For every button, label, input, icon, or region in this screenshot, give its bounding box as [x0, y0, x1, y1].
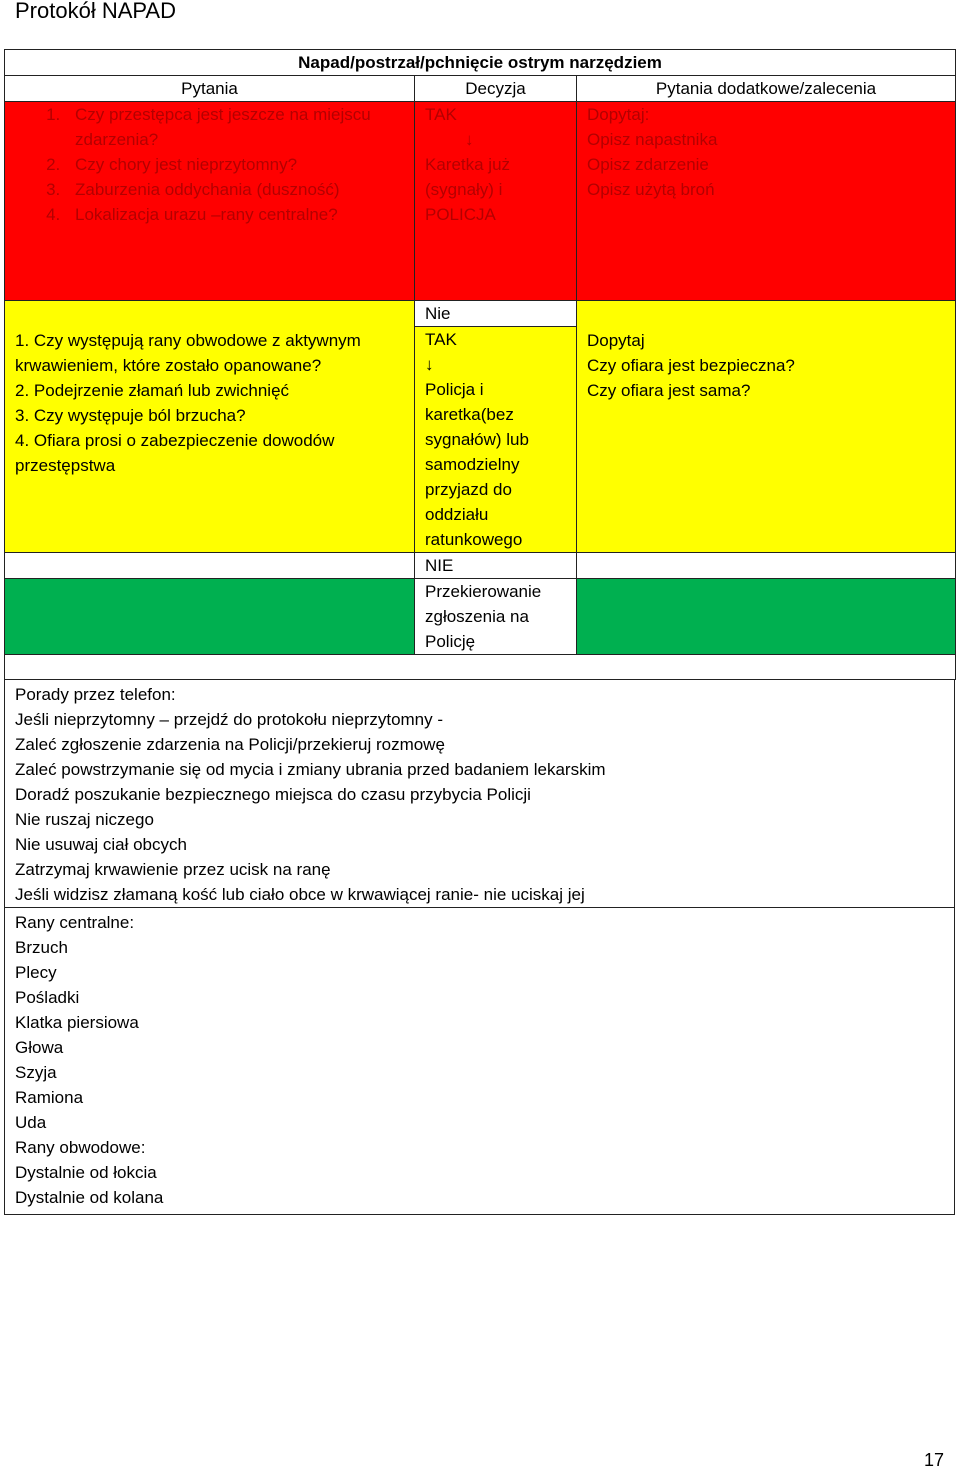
- advice-line: Zaleć zgłoszenie zdarzenia na Policji/przekieruj rozmowę: [15, 735, 445, 754]
- red-decision-cell: [415, 102, 577, 301]
- spacer-row: [5, 655, 956, 680]
- red-question: 2. Czy chory jest nieprzytomny?: [65, 152, 404, 177]
- yellow-decision-cell: [415, 327, 577, 553]
- advice-box: [4, 680, 955, 1215]
- nie-extra-empty-cell: [577, 553, 956, 579]
- wound-line: Szyja: [15, 1063, 57, 1082]
- yellow-decision-line: samodzielny: [425, 455, 520, 474]
- red-questions-cell: [5, 102, 415, 301]
- header-decision: Decyzja: [415, 76, 577, 102]
- advice-line: Jeśli widzisz złamaną kość lub ciało obce w krwawiącej ranie- nie uciskaj jej: [15, 885, 585, 904]
- wound-line: Rany centralne:: [15, 913, 135, 932]
- red-question: 3. Zaburzenia oddychania (duszność): [65, 177, 404, 202]
- yellow-question: 1. Czy występują rany obwodowe z aktywnym krwawieniem, które zostało opanowane?: [15, 331, 361, 375]
- wound-line: Pośladki: [15, 988, 80, 1007]
- advice-line: Jeśli nieprzytomny – przejdź do protokołu nieprzytomny -: [15, 710, 444, 729]
- yellow-extra-line: Dopytaj: [587, 331, 645, 350]
- wound-line: Uda: [15, 1113, 47, 1132]
- advice-line: Zaleć powstrzymanie się od mycia i zmiany ubrania przed badaniem lekarskim: [15, 760, 606, 779]
- yellow-question: 2. Podejrzenie złamań lub zwichnięć: [15, 381, 290, 400]
- yellow-questions-cell: [5, 301, 415, 553]
- wound-line: Brzuch: [15, 938, 68, 957]
- yellow-extra-cell: [577, 301, 956, 553]
- wound-line: Dystalnie od kolana: [15, 1188, 164, 1207]
- red-extra-cell: [577, 102, 956, 301]
- green-decision-line: Przekierowanie: [425, 582, 542, 601]
- wound-line: Rany obwodowe:: [15, 1138, 146, 1157]
- red-decision-line: Karetka już: [425, 155, 511, 174]
- advice-line: Doradź poszukanie bezpiecznego miejsca do czasu przybycia Policji: [15, 785, 531, 804]
- yellow-extra-line: Czy ofiara jest sama?: [587, 381, 751, 400]
- green-decision-cell: [415, 579, 577, 655]
- header-questions: Pytania: [5, 76, 415, 102]
- yellow-decision-line: przyjazd do: [425, 480, 512, 499]
- advice-line: Zatrzymaj krwawienie przez ucisk na ranę: [15, 860, 331, 879]
- page-title: Protokół NAPAD: [15, 0, 176, 23]
- header-extra: Pytania dodatkowe/zalecenia: [577, 76, 956, 102]
- advice-line: Nie ruszaj niczego: [15, 810, 154, 829]
- protocol-table: [4, 49, 955, 1215]
- wound-line: Klatka piersiowa: [15, 1013, 139, 1032]
- green-decision-line: Policję: [425, 632, 476, 651]
- red-decision-line: POLICJA: [425, 205, 496, 224]
- yellow-decision-line: Policja i: [425, 380, 484, 399]
- yellow-decision-line: sygnałów) lub: [425, 430, 529, 449]
- wound-locations-block: [5, 907, 954, 1214]
- down-arrow-icon: ↓: [425, 355, 434, 374]
- red-question: 1. Czy przestępca jest jeszcze na miejscu zdarzenia?: [65, 102, 404, 152]
- down-arrow-icon: ↓: [465, 130, 474, 149]
- nie-questions-empty-cell: [5, 553, 415, 579]
- wound-line: Głowa: [15, 1038, 64, 1057]
- yellow-decision-line: TAK: [425, 330, 457, 349]
- red-decision-line: TAK: [425, 105, 457, 124]
- table-title: Napad/postrzał/pchnięcie ostrym narzędziem: [5, 50, 956, 76]
- wound-line: Ramiona: [15, 1088, 84, 1107]
- wound-line: Dystalnie od łokcia: [15, 1163, 157, 1182]
- red-decision-line: (sygnały) i: [425, 180, 503, 199]
- red-extra-line: Opisz zdarzenie: [587, 155, 709, 174]
- wound-line: Plecy: [15, 963, 57, 982]
- green-extra-cell: [577, 579, 956, 655]
- page-number: 17: [923, 1450, 944, 1470]
- nie-label: Nie: [415, 301, 577, 327]
- yellow-question: 4. Ofiara prosi o zabezpieczenie dowodów przestępstwa: [15, 431, 335, 475]
- yellow-question: 3. Czy występuje ból brzucha?: [15, 406, 246, 425]
- yellow-decision-line: ratunkowego: [425, 530, 523, 549]
- red-extra-line: Opisz napastnika: [587, 130, 718, 149]
- red-extra-line: Opisz użytą broń: [587, 180, 715, 199]
- yellow-decision-line: karetka(bez: [425, 405, 514, 424]
- advice-line: Porady przez telefon:: [15, 685, 176, 704]
- yellow-extra-line: Czy ofiara jest bezpieczna?: [587, 356, 795, 375]
- red-question: 4. Lokalizacja urazu –rany centralne?: [65, 202, 404, 227]
- nie-decision-label: NIE: [425, 556, 454, 575]
- yellow-decision-line: oddziału: [425, 505, 489, 524]
- advice-line: Nie usuwaj ciał obcych: [15, 835, 187, 854]
- red-extra-line: Dopytaj:: [587, 105, 650, 124]
- green-decision-line: zgłoszenia na: [425, 607, 529, 626]
- nie-decision-cell: [415, 553, 577, 579]
- green-questions-cell: [5, 579, 415, 655]
- phone-advice-block: [5, 680, 954, 907]
